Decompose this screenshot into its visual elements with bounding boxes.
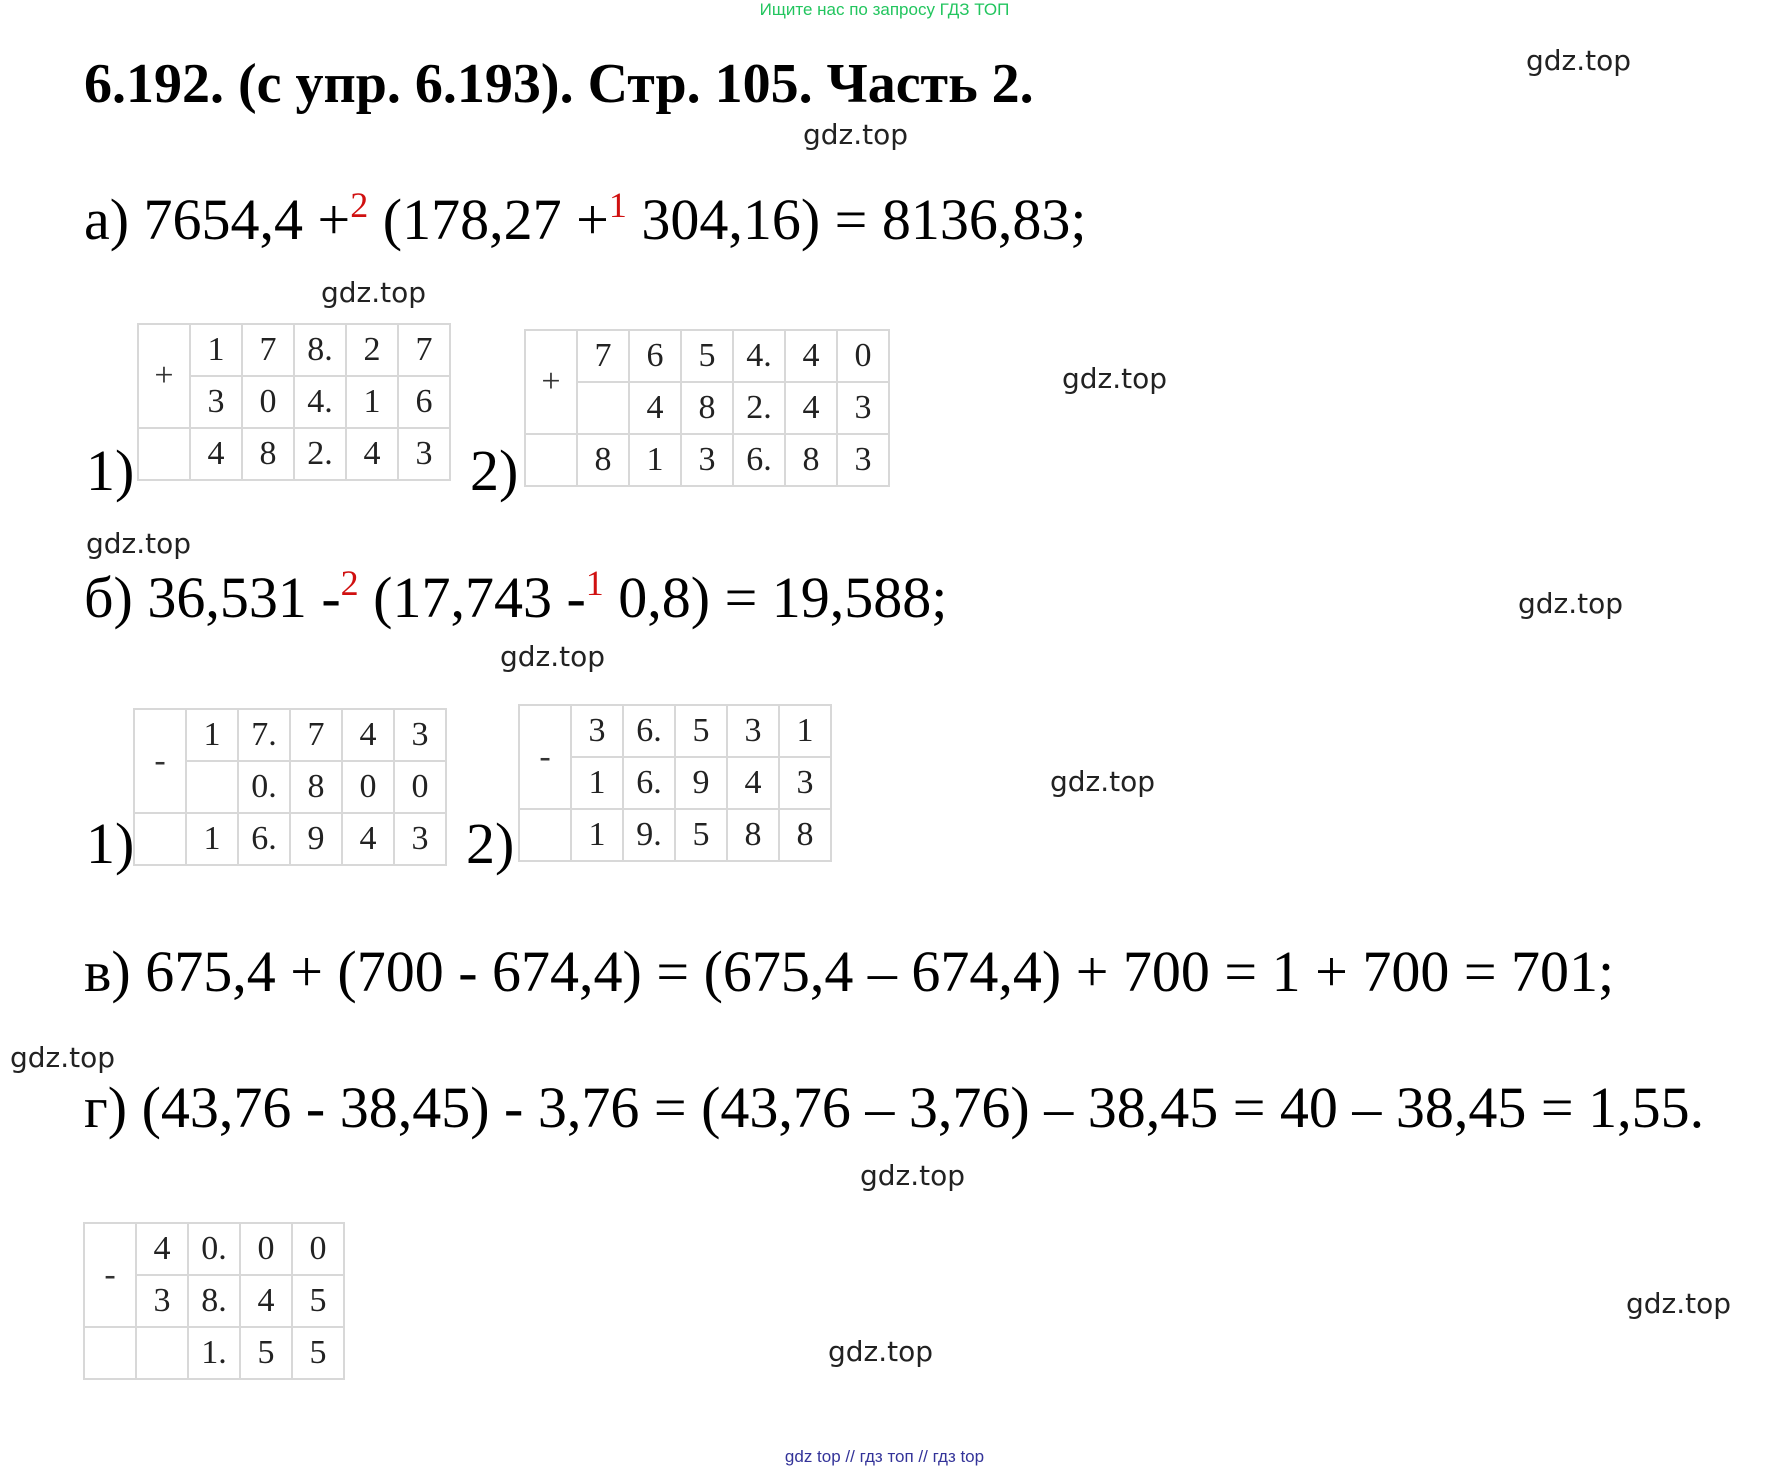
step-label: 2)	[470, 438, 519, 503]
page-title: 6.192. (с упр. 6.193). Стр. 105. Часть 2.	[84, 53, 1034, 115]
expression-a	[84, 186, 1086, 253]
digit-cell: 0	[342, 761, 394, 813]
watermark: gdz.top	[828, 1335, 934, 1368]
digit-cell: 6.	[623, 757, 675, 809]
digit-cell: 4.	[733, 330, 785, 382]
expression-part: а) 7654,4 +	[84, 187, 351, 252]
column-calc-a1	[137, 323, 451, 481]
watermark: gdz.top	[1518, 587, 1624, 620]
expression-b	[84, 564, 947, 631]
digit-cell: 3	[394, 813, 446, 865]
expression-v: в) 675,4 + (700 - 674,4) = (675,4 – 674,4) + 700 = 1 + 700 = 701;	[84, 939, 1615, 1004]
digit-cell: 3	[779, 757, 831, 809]
digit-cell: 0	[242, 376, 294, 428]
digit-cell	[525, 434, 577, 486]
digit-cell: 0	[240, 1223, 292, 1275]
digit-cell: 9	[290, 813, 342, 865]
digit-cell: 2	[346, 324, 398, 376]
digit-cell: 1	[779, 705, 831, 757]
digit-cell	[519, 809, 571, 861]
digit-cell: 4	[727, 757, 779, 809]
digit-cell	[134, 813, 186, 865]
digit-cell: 3	[837, 382, 889, 434]
digit-cell	[186, 761, 238, 813]
digit-cell: -	[134, 709, 186, 813]
order-mark: 1	[585, 563, 604, 603]
expression-g: г) (43,76 - 38,45) - 3,76 = (43,76 – 3,76) – 38,45 = 40 – 38,45 = 1,55.	[84, 1075, 1705, 1140]
digit-cell: 0	[292, 1223, 344, 1275]
digit-cell: +	[525, 330, 577, 434]
digit-cell: 2.	[733, 382, 785, 434]
watermark: gdz.top	[1062, 362, 1168, 395]
digit-cell: 3	[136, 1275, 188, 1327]
digit-cell: 1	[629, 434, 681, 486]
digit-cell: 3	[837, 434, 889, 486]
digit-cell: 0.	[188, 1223, 240, 1275]
expression-part: (17,743 -	[358, 565, 586, 630]
watermark: gdz.top	[803, 118, 909, 151]
digit-cell: 8	[242, 428, 294, 480]
digit-cell: 6	[398, 376, 450, 428]
digit-cell: 7	[398, 324, 450, 376]
digit-cell: 6.	[733, 434, 785, 486]
digit-cell: 8	[577, 434, 629, 486]
search-hint-banner: Ищите нас по запросу ГДЗ ТОП	[759, 0, 1010, 19]
digit-cell: 7.	[238, 709, 290, 761]
digit-cell: +	[138, 324, 190, 428]
digit-cell: 8.	[188, 1275, 240, 1327]
digit-cell: 0.	[238, 761, 290, 813]
digit-cell: 0	[837, 330, 889, 382]
digit-cell: 3	[398, 428, 450, 480]
digit-cell: 8	[727, 809, 779, 861]
digit-cell: 9	[675, 757, 727, 809]
watermark: gdz.top	[10, 1041, 116, 1074]
digit-cell: 8	[785, 434, 837, 486]
digit-cell: 1	[571, 757, 623, 809]
order-mark: 1	[608, 185, 627, 225]
step-label: 1)	[86, 438, 135, 503]
digit-cell: 5	[675, 705, 727, 757]
digit-cell: 5	[292, 1275, 344, 1327]
expression-part: 304,16) = 8136,83;	[626, 187, 1087, 252]
expression-part: 0,8) = 19,588;	[603, 565, 948, 630]
expression-part: (178,27 +	[368, 187, 609, 252]
digit-cell	[136, 1327, 188, 1379]
digit-cell: 5	[240, 1327, 292, 1379]
watermark: gdz.top	[321, 276, 427, 309]
digit-cell: 4	[785, 330, 837, 382]
digit-cell: 6	[629, 330, 681, 382]
digit-cell: 1	[571, 809, 623, 861]
digit-cell: 3	[394, 709, 446, 761]
watermark: gdz.top	[1526, 44, 1632, 77]
digit-cell: 8	[681, 382, 733, 434]
digit-cell: 1	[346, 376, 398, 428]
digit-cell: 7	[577, 330, 629, 382]
watermark: gdz.top	[1050, 765, 1156, 798]
digit-cell: 1	[186, 709, 238, 761]
watermark: gdz.top	[500, 640, 606, 673]
digit-cell: -	[519, 705, 571, 809]
watermark: gdz.top	[860, 1159, 966, 1192]
watermark: gdz.top	[1626, 1287, 1732, 1320]
digit-cell: 8.	[294, 324, 346, 376]
digit-cell: 8	[779, 809, 831, 861]
digit-cell: 7	[290, 709, 342, 761]
step-label: 1)	[86, 811, 135, 876]
digit-cell: 4.	[294, 376, 346, 428]
column-calc-b2	[518, 704, 832, 862]
digit-cell: 4	[342, 709, 394, 761]
digit-cell: 7	[242, 324, 294, 376]
digit-cell	[84, 1327, 136, 1379]
digit-cell: 1	[186, 813, 238, 865]
digit-cell: 6.	[623, 705, 675, 757]
column-calc-g	[83, 1222, 345, 1380]
step-label: 2)	[466, 811, 515, 876]
digit-cell: 0	[394, 761, 446, 813]
digit-cell: 4	[785, 382, 837, 434]
order-mark: 2	[350, 185, 369, 225]
digit-cell: 4	[629, 382, 681, 434]
digit-cell: 5	[292, 1327, 344, 1379]
digit-cell: 3	[190, 376, 242, 428]
digit-cell: 1.	[188, 1327, 240, 1379]
digit-cell	[138, 428, 190, 480]
digit-cell: 9.	[623, 809, 675, 861]
digit-cell: 4	[190, 428, 242, 480]
digit-cell: 4	[346, 428, 398, 480]
watermark: gdz.top	[86, 527, 192, 560]
digit-cell: 3	[681, 434, 733, 486]
digit-cell: 4	[136, 1223, 188, 1275]
digit-cell: 6.	[238, 813, 290, 865]
digit-cell: 3	[727, 705, 779, 757]
digit-cell	[577, 382, 629, 434]
expression-part: б) 36,531 -	[84, 565, 341, 630]
digit-cell: 5	[675, 809, 727, 861]
digit-cell: 3	[571, 705, 623, 757]
digit-cell: 4	[240, 1275, 292, 1327]
footer-links: gdz top // гдз топ // гдз top	[784, 1447, 985, 1466]
digit-cell: 5	[681, 330, 733, 382]
digit-cell: 2.	[294, 428, 346, 480]
order-mark: 2	[340, 563, 359, 603]
digit-cell: 8	[290, 761, 342, 813]
digit-cell: 1	[190, 324, 242, 376]
column-calc-a2	[524, 329, 890, 487]
digit-cell: -	[84, 1223, 136, 1327]
column-calc-b1	[133, 708, 447, 866]
digit-cell: 4	[342, 813, 394, 865]
